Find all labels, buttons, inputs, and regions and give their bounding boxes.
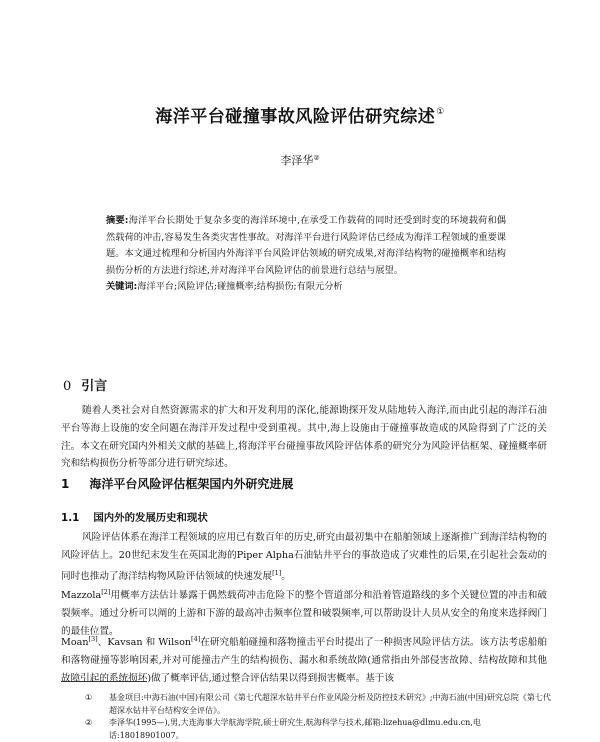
section-1-number: 1 <box>61 477 70 491</box>
intro-paragraph: 随着人类社会对自然资源需求的扩大和开发利用的深化,能源勘探开发从陆地转入海洋,而由此引起的海洋石油平台等海上设施的安全问题在海洋开发过程中受到重视。其中,海上设施由于碰撞事故造成的风险得到了广泛的关注。本文在研究国内外相关文献的基础上,将海洋平台碰撞事故风险评估体系的研究分为风险评估框架、碰撞概率研究和结构损伤分析等部分进行研究综述。 <box>61 405 547 470</box>
footnote-divider <box>61 681 147 682</box>
author-note-mark: ② <box>313 154 320 162</box>
section-1-title: 海洋平台风险评估框架国内外研究进展 <box>89 477 294 491</box>
author-name: 李泽华 <box>280 154 314 167</box>
keywords-line <box>106 279 506 296</box>
p3-author: Moan <box>61 637 89 648</box>
section-1-1-number: 1.1 <box>61 512 80 524</box>
p1-text: 风险评估体系在海洋工程领域的应用已有数百年的历史,研究由最初集中在船舶领域上逐渐推广到海洋结构物的风险评估上。20世纪末发生在英国北海的Piper Alpha石油钻井平台的事故造成了灾难性的后果,在引起社会轰动的同时也推动了海洋结构物风险评估领域的快速发展 <box>61 532 547 582</box>
section-1-1-title: 国内外的发展历史和现状 <box>93 512 208 524</box>
p3-citation-1: [3] <box>88 635 98 643</box>
p3-authors-2: 、Kavsan 和 Wilson <box>97 637 192 648</box>
section-0-number: 0 <box>63 379 72 394</box>
abstract-label: 摘要: <box>106 215 129 226</box>
abstract-block <box>106 213 506 296</box>
section-1-1-heading <box>61 509 208 524</box>
p2-author: Mazzola <box>61 590 102 601</box>
author-line <box>0 152 600 168</box>
keywords-label: 关键词: <box>106 281 138 292</box>
paper-title <box>0 102 600 127</box>
footnote-2-mark: ② <box>85 718 93 727</box>
section-1-heading <box>61 475 293 492</box>
p3-text: 在研究船舶碰撞和落物撞击平台时提出了一种损害风险评估方法。该方法考虑船舶和落物碰撞等影响因素,并对可能撞击产生的结构损伤、漏水和系统故障(通常指由外部侵害故障、结构故障和其他故障引起的系统损坏)做了概率评估,通过整合评估结果以得到损害概率。基于该 <box>61 637 547 684</box>
p2-citation: [2] <box>101 588 111 596</box>
footnote-2 <box>85 717 555 742</box>
footnote-1-mark: ① <box>85 693 93 702</box>
footnote-1-text: 基金项目:中海石油(中国)有限公司《第七代超深水钻井平台作业风险分析及防控技术研究》;中海石油(中国)研究总院《第七代超深水钻井平台结构安全评估》。 <box>109 693 551 715</box>
footnote-1 <box>85 692 555 717</box>
p1-end: 。 <box>281 570 291 582</box>
body-paragraph-1 <box>61 529 547 585</box>
p1-citation: [1] <box>272 568 282 577</box>
title-text: 海洋平台碰撞事故风险评估研究综述 <box>155 107 436 127</box>
p3-citation-2: [4] <box>191 635 201 643</box>
keywords-text: 海洋平台;风险评估;碰撞概率;结构损伤;有限元分析 <box>137 281 343 292</box>
abstract-text: 海洋平台长期处于复杂多变的海洋环境中,在承受工作载荷的同时还受到时变的环境载荷和偶然载荷的冲击,容易发生各类灾害性事故。对海洋平台进行风险评估已经成为海洋工程领域的重要课题。本文通过梳理和分析国内外海洋平台风险评估领域的研究成果,对海洋结构物的碰撞概率和结构损伤分析的方法进行综述,并对海洋平台风险评估的前景进行总结与展望。 <box>106 215 506 276</box>
abstract-paragraph <box>106 213 506 279</box>
section-0-heading <box>63 375 107 394</box>
footnote-2-text: 李泽华(1995—),男,大连海事大学航海学院,硕士研究生,航海科学与技术,邮箱:lizehua@dlmu.edu.cn,电话:18018901007。 <box>109 718 481 740</box>
section-0-title: 引言 <box>81 379 108 394</box>
p2-text: 用概率方法估计暴露于偶然载荷冲击危险下的整个管道部分和沿着管道路线的多个关键位置的冲击和破裂频率。通过分析可以阐的上游和下游的最高冲击频率位置和破裂频率,可以帮助设计人员从安全的角度来选择阀门的最佳位置。 <box>61 590 547 637</box>
body-paragraph-3 <box>61 631 547 687</box>
title-note-mark: ① <box>436 107 445 117</box>
